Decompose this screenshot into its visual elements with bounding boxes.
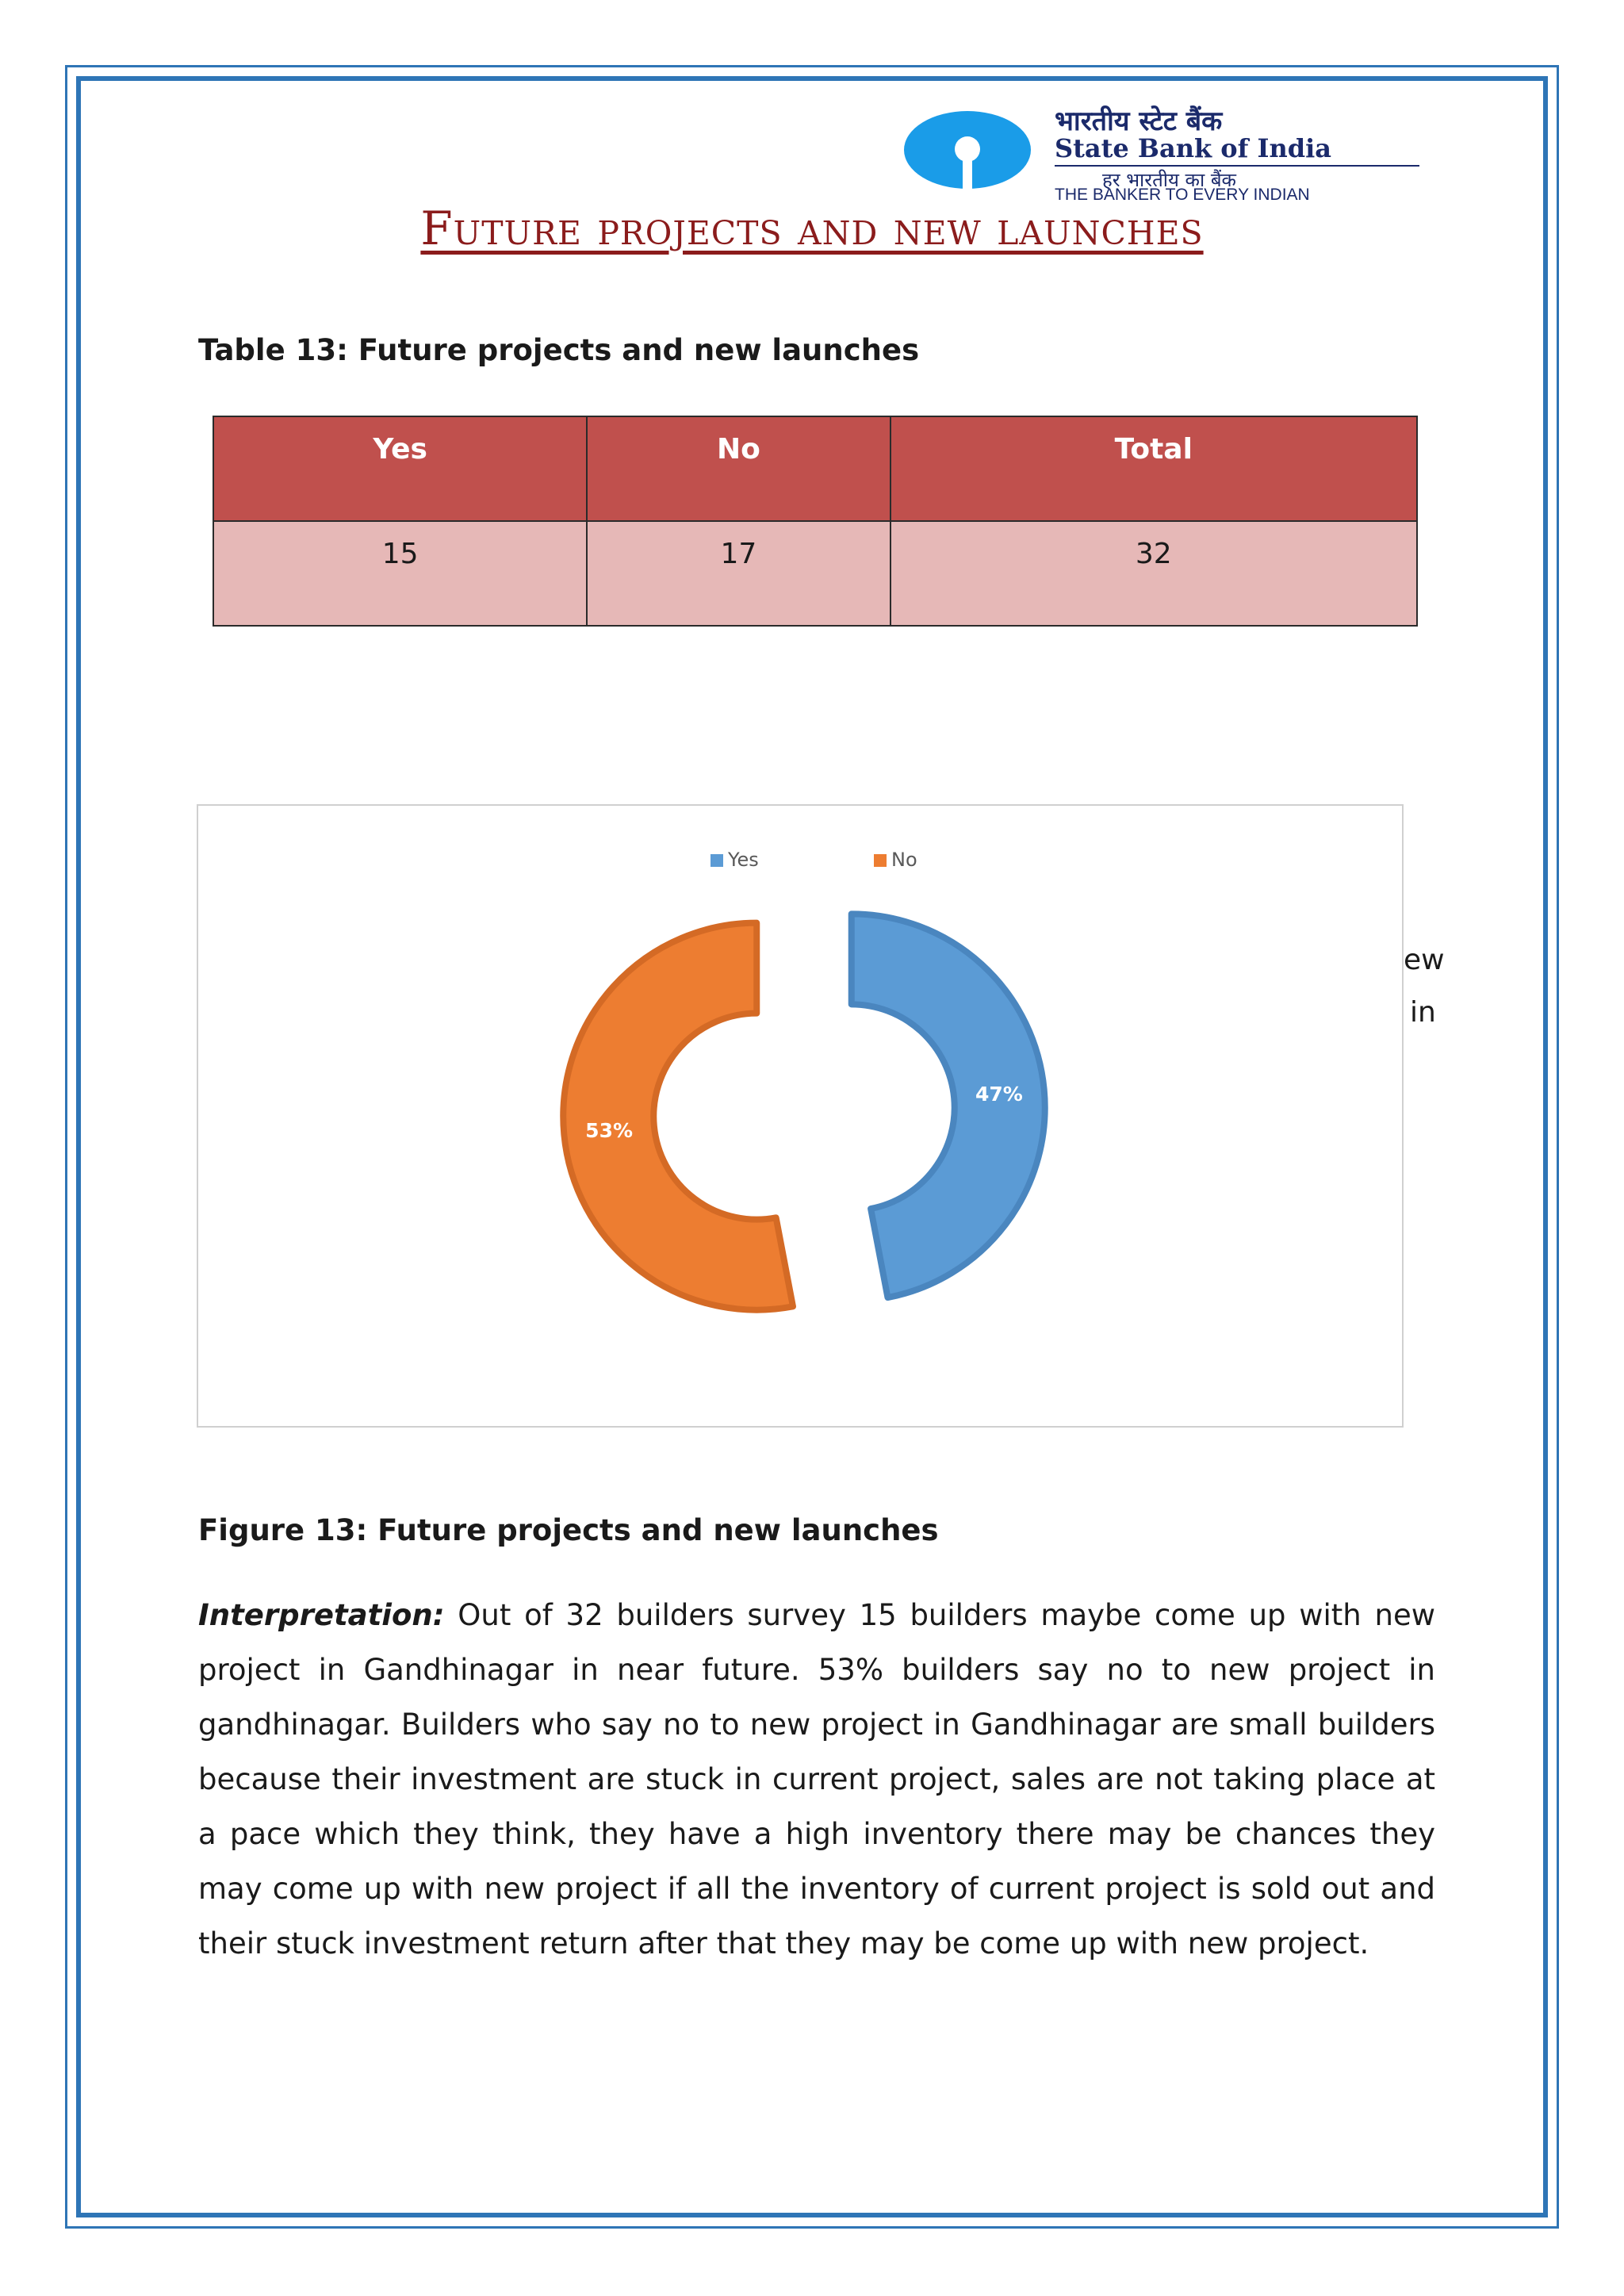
table-row — [213, 521, 1417, 626]
legend-label-no: No — [891, 849, 917, 871]
figure-caption: Figure 13: Future projects and new launches — [198, 1513, 939, 1547]
logo-hindi-tagline: हर भारतीय का बैंक — [1102, 169, 1236, 191]
sbi-keyhole-icon — [904, 111, 1031, 189]
donut-slice-no — [563, 923, 793, 1310]
logo-tagline: THE BANKER TO EVERY INDIAN — [1055, 186, 1310, 204]
page-title: Future projects and new launches — [420, 201, 1204, 255]
data-label-no: 53% — [585, 1119, 634, 1143]
data-table — [213, 416, 1418, 627]
interpretation-paragraph — [198, 1588, 1435, 1971]
logo-english-name: State Bank of India — [1055, 133, 1332, 163]
donut-svg — [198, 806, 1402, 1426]
table-header-total: Total — [891, 416, 1417, 521]
table-header-no: No — [587, 416, 890, 521]
donut-chart — [197, 804, 1404, 1428]
table-header-yes: Yes — [213, 416, 587, 521]
data-label-yes: 47% — [975, 1082, 1023, 1106]
table-cell-total: 32 — [891, 521, 1417, 626]
table-cell-yes: 15 — [213, 521, 587, 626]
donut-slice-yes — [852, 914, 1045, 1297]
background-text-fragment: in — [1410, 996, 1436, 1029]
table-header-row — [213, 416, 1417, 521]
logo-hindi-name: भारतीय स्टेट बैंक — [1055, 105, 1223, 137]
legend-label-yes: Yes — [728, 849, 759, 871]
table-caption: Table 13: Future projects and new launches — [198, 333, 920, 367]
sbi-logo — [904, 102, 1427, 204]
background-text-fragment: ew — [1404, 944, 1445, 976]
table-cell-no: 17 — [587, 521, 890, 626]
interpretation-label: Interpretation: — [198, 1598, 445, 1632]
interpretation-text: Out of 32 builders survey 15 builders maybe come up with new project in Gandhinagar in near future. 53% builders say no to new project in gandhinagar. Builders who say no to new project in Gandhinagar are small builders because their investment are stuck in current project, sales are not taking place at a pace which they think, they have a high inventory there may be chances they may come up with new project if all the inventory of current project is sold out and their stuck investment return after that they may be come up with new project. — [198, 1598, 1435, 1961]
